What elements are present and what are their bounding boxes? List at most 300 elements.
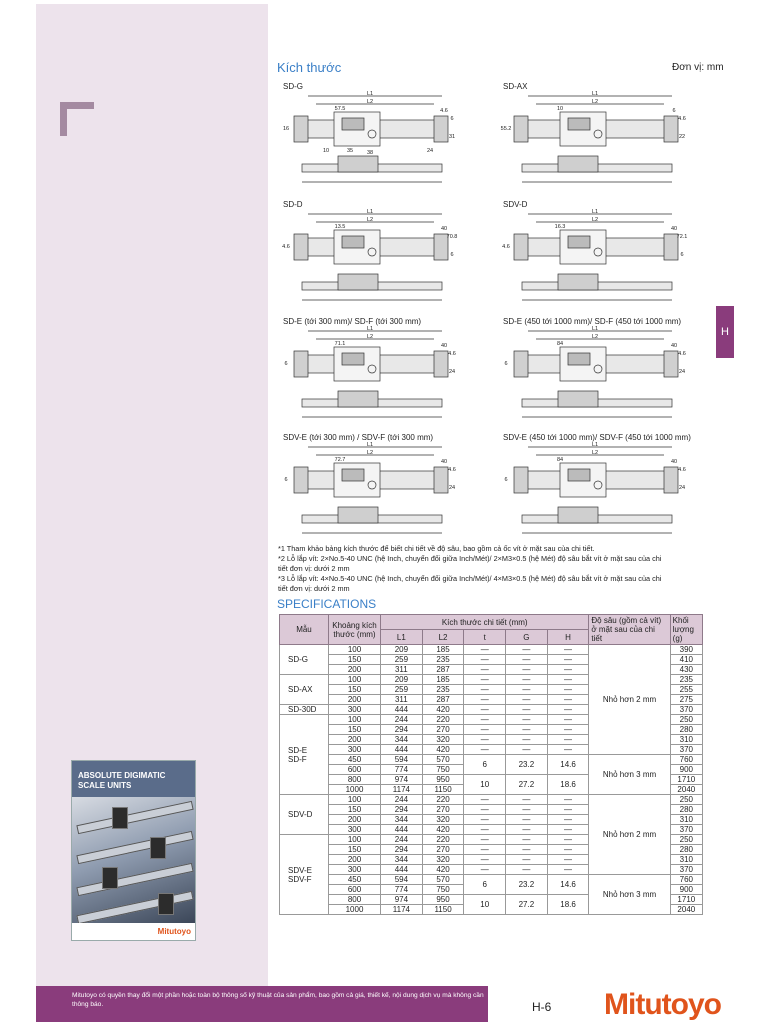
- depth-cell: Nhỏ hơn 2 mm: [589, 645, 670, 755]
- l2-cell: 320: [422, 855, 464, 865]
- col-header-l1: L1: [381, 630, 423, 645]
- l2-cell: 950: [422, 895, 464, 905]
- dimension-label: 6: [504, 361, 508, 367]
- l1-cell: 244: [381, 715, 423, 725]
- dimension-label: L2: [591, 450, 599, 456]
- dimension-label: L2: [591, 334, 599, 340]
- dimension-label: 40: [670, 459, 678, 465]
- h-cell: —: [547, 665, 589, 675]
- l1-cell: 344: [381, 855, 423, 865]
- g-cell: 27.2: [506, 775, 548, 795]
- range-cell: 150: [328, 685, 380, 695]
- side-view-head: [338, 274, 378, 290]
- end-block-left: [294, 234, 308, 260]
- weight-cell: 370: [670, 745, 702, 755]
- h-cell: —: [547, 645, 589, 655]
- dimension-label: 40: [670, 343, 678, 349]
- t-cell: —: [464, 655, 506, 665]
- g-cell: —: [506, 655, 548, 665]
- dimension-label: L2: [366, 450, 374, 456]
- specifications-title: SPECIFICATIONS: [277, 597, 377, 611]
- dimension-label: 6: [672, 108, 676, 114]
- range-cell: 150: [328, 805, 380, 815]
- dimension-label: 22: [678, 134, 686, 140]
- model-cell: SD-AX: [280, 675, 329, 705]
- l2-cell: 220: [422, 715, 464, 725]
- h-cell: —: [547, 805, 589, 815]
- range-cell: 200: [328, 815, 380, 825]
- range-cell: 600: [328, 765, 380, 775]
- scale-bar-photo: [76, 831, 193, 864]
- brand-logo: Mitutoyo: [604, 988, 721, 1021]
- specifications-table: [279, 614, 703, 915]
- display-window: [342, 469, 364, 481]
- dimension-label: L2: [366, 99, 374, 105]
- g-cell: —: [506, 745, 548, 755]
- display-window: [342, 118, 364, 130]
- weight-cell: 255: [670, 685, 702, 695]
- t-cell: 10: [464, 895, 506, 915]
- t-cell: —: [464, 825, 506, 835]
- dimension-label: 71.1: [334, 341, 346, 347]
- weight-cell: 275: [670, 695, 702, 705]
- h-cell: —: [547, 725, 589, 735]
- g-cell: —: [506, 865, 548, 875]
- l1-cell: 974: [381, 895, 423, 905]
- footnote-3-cont: tiết đơn vị: dưới 2 mm: [278, 584, 350, 593]
- weight-cell: 310: [670, 855, 702, 865]
- h-cell: 14.6: [547, 875, 589, 895]
- display-window: [568, 353, 590, 365]
- t-cell: —: [464, 815, 506, 825]
- l1-cell: 209: [381, 645, 423, 655]
- cover-brand-logo: Mitutoyo: [157, 927, 191, 936]
- col-header-model: Mẫu: [280, 615, 329, 645]
- l2-cell: 185: [422, 675, 464, 685]
- range-cell: 100: [328, 645, 380, 655]
- dimension-label: 38: [366, 150, 374, 156]
- table-row: [280, 875, 703, 885]
- range-cell: 1000: [328, 785, 380, 795]
- dimension-label: 4.6: [502, 244, 510, 250]
- dimension-label: 6: [284, 361, 288, 367]
- col-header-depth: Độ sâu (gồm cả vít) ở mặt sau của chi tiết: [589, 615, 670, 645]
- dimension-label: 72.1: [676, 234, 688, 240]
- h-cell: —: [547, 685, 589, 695]
- dimension-label: 40: [440, 459, 448, 465]
- dimension-label: 4.6: [678, 116, 686, 122]
- table-row: [280, 645, 703, 655]
- drawing-sd-ax: [500, 90, 690, 198]
- end-block-right: [664, 116, 678, 142]
- weight-cell: 370: [670, 705, 702, 715]
- dimension-label: L1: [366, 326, 374, 332]
- dimension-label: 6: [680, 252, 684, 258]
- range-cell: 1000: [328, 905, 380, 915]
- range-cell: 300: [328, 705, 380, 715]
- l1-cell: 774: [381, 885, 423, 895]
- dimension-label: 24: [448, 369, 456, 375]
- dimension-label: 4.6: [440, 108, 448, 114]
- dimension-label: 4.6: [282, 244, 290, 250]
- dimension-label: L1: [591, 326, 599, 332]
- unit-label: Đơn vị: mm: [672, 62, 724, 73]
- drawing-sd-e-1000: [500, 325, 690, 429]
- dimension-label: 6: [284, 477, 288, 483]
- col-header-weight: Khối lượng (g): [670, 615, 702, 645]
- l2-cell: 570: [422, 875, 464, 885]
- l2-cell: 320: [422, 815, 464, 825]
- weight-cell: 2040: [670, 905, 702, 915]
- diagram-label-sd-g: SD-G: [283, 82, 303, 91]
- g-cell: 23.2: [506, 875, 548, 895]
- catalog-cover-image[interactable]: [71, 760, 196, 941]
- footer-bar: [36, 986, 732, 1022]
- g-cell: —: [506, 815, 548, 825]
- dimension-label: 24: [426, 148, 434, 154]
- dimension-label: 10: [322, 148, 330, 154]
- dimension-label: 57.5: [334, 106, 346, 112]
- weight-cell: 760: [670, 755, 702, 765]
- col-header-h: H: [547, 630, 589, 645]
- weight-cell: 310: [670, 815, 702, 825]
- col-header-range: Khoảng kích thước (mm): [328, 615, 380, 645]
- dimension-label: 40: [670, 226, 678, 232]
- h-cell: 18.6: [547, 895, 589, 915]
- l2-cell: 750: [422, 885, 464, 895]
- col-header-t: t: [464, 630, 506, 645]
- scale-bar-photo: [76, 863, 193, 896]
- end-block-right: [664, 351, 678, 377]
- l2-cell: 570: [422, 755, 464, 765]
- dimension-label: 84: [556, 457, 564, 463]
- section-tab-h[interactable]: H: [716, 306, 734, 358]
- model-cell: SD-E SD-F: [280, 715, 329, 795]
- side-view-head: [338, 156, 378, 172]
- dimension-label: L2: [591, 99, 599, 105]
- weight-cell: 1710: [670, 895, 702, 905]
- g-cell: —: [506, 715, 548, 725]
- h-cell: —: [547, 865, 589, 875]
- end-block-left: [514, 116, 528, 142]
- side-view-head: [558, 156, 598, 172]
- weight-cell: 250: [670, 715, 702, 725]
- h-cell: —: [547, 825, 589, 835]
- range-cell: 150: [328, 845, 380, 855]
- side-view-head: [558, 507, 598, 523]
- h-cell: —: [547, 675, 589, 685]
- end-block-left: [514, 351, 528, 377]
- end-block-right: [434, 351, 448, 377]
- weight-cell: 280: [670, 845, 702, 855]
- l1-cell: 1174: [381, 905, 423, 915]
- dimension-label: 13.5: [334, 224, 346, 230]
- weight-cell: 250: [670, 795, 702, 805]
- cover-photo: [72, 797, 196, 923]
- dimension-label: L2: [366, 334, 374, 340]
- t-cell: 10: [464, 775, 506, 795]
- l2-cell: 1150: [422, 905, 464, 915]
- t-cell: —: [464, 845, 506, 855]
- dimension-label: 6: [450, 252, 454, 258]
- range-cell: 300: [328, 865, 380, 875]
- depth-cell: Nhỏ hơn 3 mm: [589, 875, 670, 915]
- range-cell: 200: [328, 665, 380, 675]
- range-cell: 100: [328, 675, 380, 685]
- weight-cell: 1710: [670, 775, 702, 785]
- h-cell: —: [547, 715, 589, 725]
- t-cell: —: [464, 645, 506, 655]
- l1-cell: 259: [381, 655, 423, 665]
- weight-cell: 410: [670, 655, 702, 665]
- range-cell: 600: [328, 885, 380, 895]
- weight-cell: 235: [670, 675, 702, 685]
- weight-cell: 390: [670, 645, 702, 655]
- g-cell: —: [506, 845, 548, 855]
- end-block-right: [434, 116, 448, 142]
- l2-cell: 220: [422, 835, 464, 845]
- scale-unit-photo: [158, 893, 174, 915]
- end-block-left: [294, 116, 308, 142]
- weight-cell: 900: [670, 885, 702, 895]
- l2-cell: 235: [422, 685, 464, 695]
- l1-cell: 774: [381, 765, 423, 775]
- l2-cell: 1150: [422, 785, 464, 795]
- g-cell: —: [506, 735, 548, 745]
- l2-cell: 220: [422, 795, 464, 805]
- g-cell: —: [506, 725, 548, 735]
- h-cell: —: [547, 735, 589, 745]
- l1-cell: 1174: [381, 785, 423, 795]
- l1-cell: 344: [381, 735, 423, 745]
- l1-cell: 444: [381, 705, 423, 715]
- t-cell: —: [464, 715, 506, 725]
- scale-unit-photo: [150, 837, 166, 859]
- range-cell: 150: [328, 655, 380, 665]
- corner-bracket-mark: [60, 102, 94, 136]
- cover-title: ABSOLUTE DIGIMATIC SCALE UNITS: [78, 771, 166, 790]
- range-cell: 200: [328, 735, 380, 745]
- depth-cell: Nhỏ hơn 2 mm: [589, 795, 670, 875]
- diagram-label-sd-e-1000: SD-E (450 tới 1000 mm)/ SD-F (450 tới 1000 mm): [503, 317, 682, 326]
- diagram-label-sd-d: SD-D: [283, 200, 303, 209]
- l1-cell: 444: [381, 825, 423, 835]
- weight-cell: 370: [670, 865, 702, 875]
- l1-cell: 311: [381, 695, 423, 705]
- l2-cell: 235: [422, 655, 464, 665]
- dimension-label: 55.2: [500, 126, 512, 132]
- t-cell: —: [464, 865, 506, 875]
- display-window: [342, 353, 364, 365]
- model-cell: SD-G: [280, 645, 329, 675]
- h-cell: —: [547, 655, 589, 665]
- page-number: H-6: [532, 1000, 552, 1014]
- specifications-table-body: [280, 645, 703, 915]
- l2-cell: 420: [422, 825, 464, 835]
- scale-unit-photo: [112, 807, 128, 829]
- l2-cell: 287: [422, 695, 464, 705]
- dimension-label: L2: [591, 217, 599, 223]
- l1-cell: 974: [381, 775, 423, 785]
- footnote-2-cont: tiết đơn vị: dưới 2 mm: [278, 564, 350, 573]
- range-cell: 300: [328, 825, 380, 835]
- g-cell: —: [506, 855, 548, 865]
- h-cell: —: [547, 835, 589, 845]
- l2-cell: 320: [422, 735, 464, 745]
- drawing-sdv-d: [500, 208, 690, 314]
- dimension-label: 4.6: [448, 351, 456, 357]
- h-cell: —: [547, 795, 589, 805]
- t-cell: —: [464, 735, 506, 745]
- l1-cell: 444: [381, 865, 423, 875]
- t-cell: —: [464, 795, 506, 805]
- t-cell: —: [464, 705, 506, 715]
- l1-cell: 594: [381, 875, 423, 885]
- range-cell: 800: [328, 775, 380, 785]
- drawing-sd-g: [280, 90, 460, 198]
- t-cell: —: [464, 675, 506, 685]
- g-cell: —: [506, 795, 548, 805]
- dimension-label: 16: [282, 126, 290, 132]
- table-row: [280, 755, 703, 765]
- drawing-sd-e-300: [280, 325, 460, 429]
- dimension-label: L1: [366, 442, 374, 448]
- col-header-dimensions: Kích thước chi tiết (mm): [381, 615, 589, 630]
- t-cell: —: [464, 745, 506, 755]
- weight-cell: 280: [670, 725, 702, 735]
- t-cell: —: [464, 695, 506, 705]
- l1-cell: 294: [381, 845, 423, 855]
- side-view-head: [338, 391, 378, 407]
- end-block-left: [514, 467, 528, 493]
- h-cell: 18.6: [547, 775, 589, 795]
- footnote-1: *1 Tham khảo bảng kích thước để biết chi tiết về độ sâu, bao gồm cả ốc vít ở mặt sau của chi tiết.: [278, 544, 595, 553]
- weight-cell: 760: [670, 875, 702, 885]
- section-title: Kích thước: [277, 60, 342, 75]
- display-window: [568, 469, 590, 481]
- l1-cell: 259: [381, 685, 423, 695]
- l2-cell: 270: [422, 805, 464, 815]
- l2-cell: 270: [422, 845, 464, 855]
- l2-cell: 420: [422, 745, 464, 755]
- model-cell: SDV-E SDV-F: [280, 835, 329, 915]
- dimension-label: L1: [366, 209, 374, 215]
- dimension-label: L2: [366, 217, 374, 223]
- dimension-label: L1: [591, 442, 599, 448]
- range-cell: 100: [328, 715, 380, 725]
- model-cell: SD-30D: [280, 705, 329, 715]
- end-block-right: [664, 467, 678, 493]
- weight-cell: 2040: [670, 785, 702, 795]
- t-cell: —: [464, 805, 506, 815]
- range-cell: 200: [328, 695, 380, 705]
- dimension-label: 4.6: [448, 467, 456, 473]
- weight-cell: 310: [670, 735, 702, 745]
- dimension-label: 4.6: [678, 467, 686, 473]
- dimension-label: 70.8: [446, 234, 458, 240]
- l1-cell: 594: [381, 755, 423, 765]
- end-block-left: [294, 351, 308, 377]
- diagram-label-sdv-e-300: SDV-E (tới 300 mm) / SDV-F (tới 300 mm): [283, 433, 434, 442]
- l2-cell: 420: [422, 865, 464, 875]
- dimension-label: 16.3: [554, 224, 566, 230]
- display-window: [568, 118, 590, 130]
- t-cell: —: [464, 835, 506, 845]
- weight-cell: 280: [670, 805, 702, 815]
- range-cell: 300: [328, 745, 380, 755]
- side-view-head: [338, 507, 378, 523]
- l1-cell: 209: [381, 675, 423, 685]
- footnote-2: *2 Lỗ lắp vít: 2×No.5-40 UNC (hệ Inch, chuyển đổi giữa Inch/Mét)/ 2×M3×0.5 (hệ Mét) độ sâu bắt vít ở mặt sau của chi: [278, 554, 662, 563]
- model-cell: SDV-D: [280, 795, 329, 835]
- t-cell: —: [464, 665, 506, 675]
- g-cell: —: [506, 835, 548, 845]
- l1-cell: 244: [381, 835, 423, 845]
- h-cell: —: [547, 815, 589, 825]
- end-block-left: [294, 467, 308, 493]
- range-cell: 100: [328, 835, 380, 845]
- l2-cell: 287: [422, 665, 464, 675]
- diagram-label-sdv-d: SDV-D: [503, 200, 528, 209]
- range-cell: 450: [328, 755, 380, 765]
- side-view-head: [558, 391, 598, 407]
- h-cell: 14.6: [547, 755, 589, 775]
- dimension-label: 72.7: [334, 457, 346, 463]
- weight-cell: 370: [670, 825, 702, 835]
- weight-cell: 430: [670, 665, 702, 675]
- end-block-left: [514, 234, 528, 260]
- drawing-sdv-e-1000: [500, 441, 690, 541]
- h-cell: —: [547, 845, 589, 855]
- l1-cell: 444: [381, 745, 423, 755]
- l1-cell: 294: [381, 725, 423, 735]
- drawing-sdv-e-300: [280, 441, 460, 541]
- range-cell: 800: [328, 895, 380, 905]
- weight-cell: 250: [670, 835, 702, 845]
- drawing-sd-d: [280, 208, 460, 314]
- h-cell: —: [547, 705, 589, 715]
- t-cell: —: [464, 685, 506, 695]
- dimension-label: 6: [504, 477, 508, 483]
- dimension-label: 35: [346, 148, 354, 154]
- dimension-label: 10: [556, 106, 564, 112]
- footer-disclaimer: Mitutoyo có quyền thay đổi một phần hoặc toàn bộ thông số kỹ thuật của sản phẩm, bao gồm cả giá, thiết kế, nội dung dịch vụ mà không cần thông báo.: [72, 992, 484, 1008]
- g-cell: —: [506, 665, 548, 675]
- footnotes: [278, 544, 708, 594]
- l1-cell: 311: [381, 665, 423, 675]
- g-cell: —: [506, 645, 548, 655]
- t-cell: 6: [464, 755, 506, 775]
- l1-cell: 344: [381, 815, 423, 825]
- t-cell: —: [464, 725, 506, 735]
- dimension-label: L1: [591, 91, 599, 97]
- g-cell: 27.2: [506, 895, 548, 915]
- g-cell: —: [506, 805, 548, 815]
- range-cell: 100: [328, 795, 380, 805]
- t-cell: —: [464, 855, 506, 865]
- g-cell: —: [506, 685, 548, 695]
- table-row: [280, 795, 703, 805]
- g-cell: —: [506, 825, 548, 835]
- g-cell: —: [506, 705, 548, 715]
- dimension-label: 24: [678, 369, 686, 375]
- dimension-label: 40: [440, 343, 448, 349]
- dimension-label: 24: [678, 485, 686, 491]
- display-window: [342, 236, 364, 248]
- weight-cell: 900: [670, 765, 702, 775]
- dimension-label: 6: [450, 116, 454, 122]
- l2-cell: 750: [422, 765, 464, 775]
